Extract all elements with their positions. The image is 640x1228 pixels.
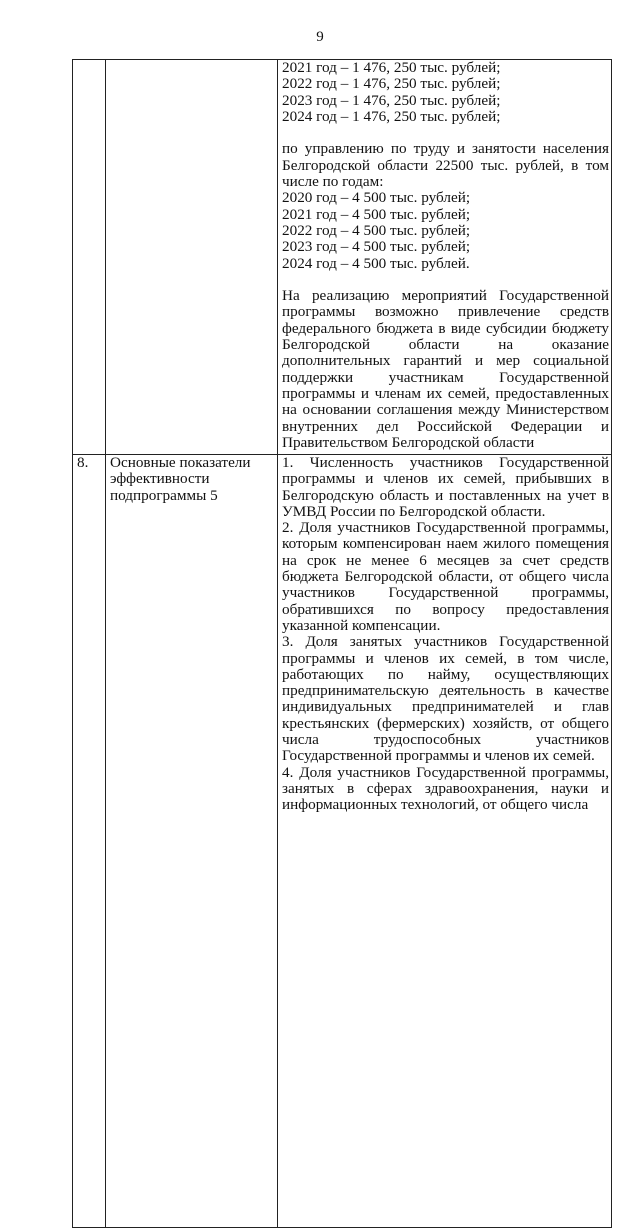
row-content-cell (278, 60, 612, 455)
year-line: 2024 год – 4 500 тыс. рублей. (282, 254, 470, 272)
row-label-cell (106, 60, 278, 455)
table-row (73, 60, 612, 455)
year-line: 2021 год – 4 500 тыс. рублей; (282, 205, 471, 223)
indicator-item: 4. Доля участников Государственной программы, занятых в сферах здравоохранения, науки и информационных технологий, от общего числа (282, 763, 609, 814)
year-line: 2021 год – 1 476, 250 тыс. рублей; (282, 59, 501, 76)
table-row (73, 455, 612, 1228)
program-table (72, 59, 612, 1228)
indicator-item: 3. Доля занятых участников Государственной программы и членов их семей, в том числе, работающих по найму, осуществляющих предпринимательскую деятельность в качестве индивидуальных предпринимателей и глав крестьянских (фермерских) хозяйств, от общего числа трудоспособных участников Государственной программы и членов их семей. (282, 633, 609, 765)
indicator-item: 2. Доля участников Государственной программы, которым компенсирован наем жилого помещения на срок не менее 6 месяцев за счет средств бюджета Белгородской области, от общего числа участников Государственной программы, обратившихся по вопросу предоставления указанной компенсации. (282, 519, 609, 634)
year-line: 2020 год – 4 500 тыс. рублей; (282, 189, 471, 207)
row-label-cell: Основные показатели эффективности подпрограммы 5 (106, 455, 278, 1228)
year-line: 2023 год – 4 500 тыс. рублей; (282, 238, 471, 256)
year-line: 2022 год – 4 500 тыс. рублей; (282, 221, 471, 239)
row-number-cell (73, 60, 106, 455)
labor-funding-intro: по управлению по труду и занятости населения Белгородской области 22500 тыс. рублей, в том числе по годам: (282, 140, 609, 191)
row-content-cell (278, 455, 612, 1228)
year-line: 2022 год – 1 476, 250 тыс. рублей; (282, 75, 501, 93)
indicator-item: 1. Численность участников Государственной программы и членов их семей, прибывших в Белгородскую область и поставленных на учет в УМВД России по Белгородской области. (282, 454, 609, 520)
page-number: 9 (316, 29, 324, 45)
row-number-cell: 8. (73, 455, 106, 1228)
federal-funding-paragraph: На реализацию мероприятий Государственной программы возможно привлечение средств федерального бюджета в виде субсидии бюджету Белгородской области на оказание дополнительных гарантий и мер социальной поддержки участникам Государственной программы и членам их семей, предоставленных на основании соглашения между Министерством внутренних дел Российской Федерации и Правительством Белгородской области (282, 287, 609, 451)
year-line: 2023 год – 1 476, 250 тыс. рублей; (282, 91, 501, 109)
year-line: 2024 год – 1 476, 250 тыс. рублей; (282, 107, 501, 125)
